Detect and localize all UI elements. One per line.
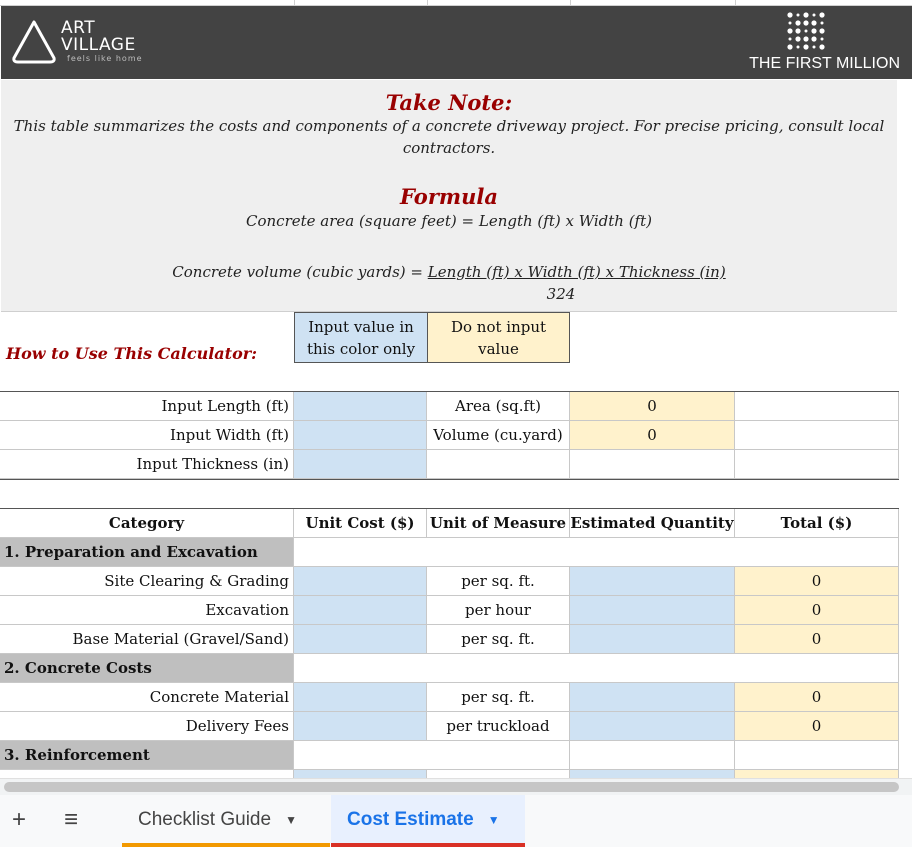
horizontal-scrollbar[interactable] xyxy=(0,778,912,795)
row-unit[interactable]: per sq. ft. xyxy=(427,567,570,596)
tab-dropdown-icon[interactable]: ▼ xyxy=(487,812,500,827)
volume-formula-denominator: 324 xyxy=(546,285,576,303)
unit-cost-input[interactable] xyxy=(294,770,427,778)
row-total[interactable]: 0 xyxy=(735,712,899,741)
row-total[interactable]: 0 xyxy=(735,683,899,712)
input-block-bottom-border xyxy=(0,479,899,480)
note-text-line1: This table summarizes the costs and components of a concrete driveway project. For precise pricing, consult local xyxy=(13,117,885,135)
quantity-input[interactable] xyxy=(570,770,735,778)
unit-cost-input[interactable] xyxy=(294,596,427,625)
all-sheets-menu-icon[interactable]: ≡ xyxy=(64,805,79,833)
noinput-legend-line1: Do not input xyxy=(450,317,547,336)
dots-logo-icon xyxy=(786,11,828,51)
width-label[interactable]: Input Width (ft) xyxy=(0,421,294,450)
area-label[interactable]: Area (sq.ft) xyxy=(427,392,570,421)
section-filler[interactable] xyxy=(294,538,899,567)
row-item[interactable]: Site Clearing & Grading xyxy=(0,567,294,596)
volume-formula-numerator: Length (ft) x Width (ft) x Thickness (in) xyxy=(427,263,726,281)
input-legend-line1: Input value in xyxy=(308,317,414,336)
empty-cell[interactable] xyxy=(570,450,735,479)
volume-formula-prefix: Concrete volume (cubic yards) = xyxy=(172,263,428,281)
volume-formula xyxy=(1,261,897,283)
section-title[interactable]: 3. Reinforcement xyxy=(0,741,294,770)
how-to-use-label: How to Use This Calculator: xyxy=(6,343,258,363)
logo-tagline: feels like home xyxy=(67,54,143,63)
header-unit-of-measure[interactable]: Unit of Measure xyxy=(427,509,570,538)
tab-color-strip xyxy=(331,843,525,847)
row-unit[interactable]: per truckload xyxy=(427,712,570,741)
row-item[interactable]: Delivery Fees xyxy=(0,712,294,741)
thickness-input[interactable] xyxy=(294,450,427,479)
empty-cell[interactable] xyxy=(735,741,899,770)
section-filler[interactable] xyxy=(294,741,570,770)
volume-value[interactable]: 0 xyxy=(570,421,735,450)
input-legend-line2: this color only xyxy=(306,339,416,358)
row-unit[interactable] xyxy=(427,770,570,778)
quantity-input[interactable] xyxy=(570,683,735,712)
formula-title: Formula xyxy=(400,184,498,209)
length-label[interactable]: Input Length (ft) xyxy=(0,392,294,421)
length-input[interactable] xyxy=(294,392,427,421)
quantity-input[interactable] xyxy=(570,567,735,596)
row-unit[interactable]: per hour xyxy=(427,596,570,625)
area-formula: Concrete area (square feet) = Length (ft) x Width (ft) xyxy=(246,212,652,230)
header-total[interactable]: Total ($) xyxy=(735,509,899,538)
section-title[interactable]: 1. Preparation and Excavation xyxy=(0,538,294,567)
row-item[interactable]: Base Material (Gravel/Sand) xyxy=(0,625,294,654)
tab-color-strip xyxy=(122,843,330,847)
header-category[interactable]: Category xyxy=(0,509,294,538)
row-total[interactable] xyxy=(735,770,899,778)
width-input[interactable] xyxy=(294,421,427,450)
row-total[interactable]: 0 xyxy=(735,625,899,654)
logo-text: ART VILLAGE xyxy=(61,18,136,55)
tab-cost-estimate-label: Cost Estimate xyxy=(347,808,474,830)
add-sheet-button[interactable]: + xyxy=(12,805,27,833)
scrollbar-thumb[interactable] xyxy=(4,782,899,792)
art-village-logo-icon xyxy=(9,16,59,66)
quantity-input[interactable] xyxy=(570,625,735,654)
quantity-input[interactable] xyxy=(570,712,735,741)
unit-cost-input[interactable] xyxy=(294,712,427,741)
note-box[interactable] xyxy=(1,80,897,312)
empty-cell[interactable] xyxy=(570,741,735,770)
empty-cell[interactable] xyxy=(735,392,899,421)
empty-cell[interactable] xyxy=(427,450,570,479)
thickness-label[interactable]: Input Thickness (in) xyxy=(0,450,294,479)
header-estimated-quantity[interactable]: Estimated Quantity xyxy=(570,509,735,538)
section-filler[interactable] xyxy=(294,654,899,683)
section-title[interactable]: 2. Concrete Costs xyxy=(0,654,294,683)
row-total[interactable]: 0 xyxy=(735,596,899,625)
tab-checklist-guide[interactable] xyxy=(122,795,330,844)
volume-label[interactable]: Volume (cu.yard) xyxy=(427,421,570,450)
note-text-line2: contractors. xyxy=(402,139,496,157)
unit-cost-input[interactable] xyxy=(294,683,427,712)
row-item[interactable]: Excavation xyxy=(0,596,294,625)
row-unit[interactable]: per sq. ft. xyxy=(427,683,570,712)
row-unit[interactable]: per sq. ft. xyxy=(427,625,570,654)
row-item[interactable] xyxy=(0,770,294,778)
area-value[interactable]: 0 xyxy=(570,392,735,421)
header-unit-cost[interactable]: Unit Cost ($) xyxy=(294,509,427,538)
empty-cell[interactable] xyxy=(735,450,899,479)
noinput-color-legend[interactable] xyxy=(427,312,570,363)
tab-checklist-guide-label: Checklist Guide xyxy=(138,808,272,830)
sheet-tab-bar xyxy=(0,795,912,847)
quantity-input[interactable] xyxy=(570,596,735,625)
tab-cost-estimate[interactable] xyxy=(331,795,525,844)
input-color-legend[interactable] xyxy=(294,312,428,363)
row-total[interactable]: 0 xyxy=(735,567,899,596)
unit-cost-input[interactable] xyxy=(294,625,427,654)
take-note-title: Take Note: xyxy=(385,90,513,115)
noinput-legend-line2: value xyxy=(478,339,519,358)
unit-cost-input[interactable] xyxy=(294,567,427,596)
brand-name: THE FIRST MILLION xyxy=(749,55,900,72)
row-item[interactable]: Concrete Material xyxy=(0,683,294,712)
header-banner xyxy=(1,6,912,79)
empty-cell[interactable] xyxy=(735,421,899,450)
tab-dropdown-icon[interactable]: ▼ xyxy=(285,812,297,827)
